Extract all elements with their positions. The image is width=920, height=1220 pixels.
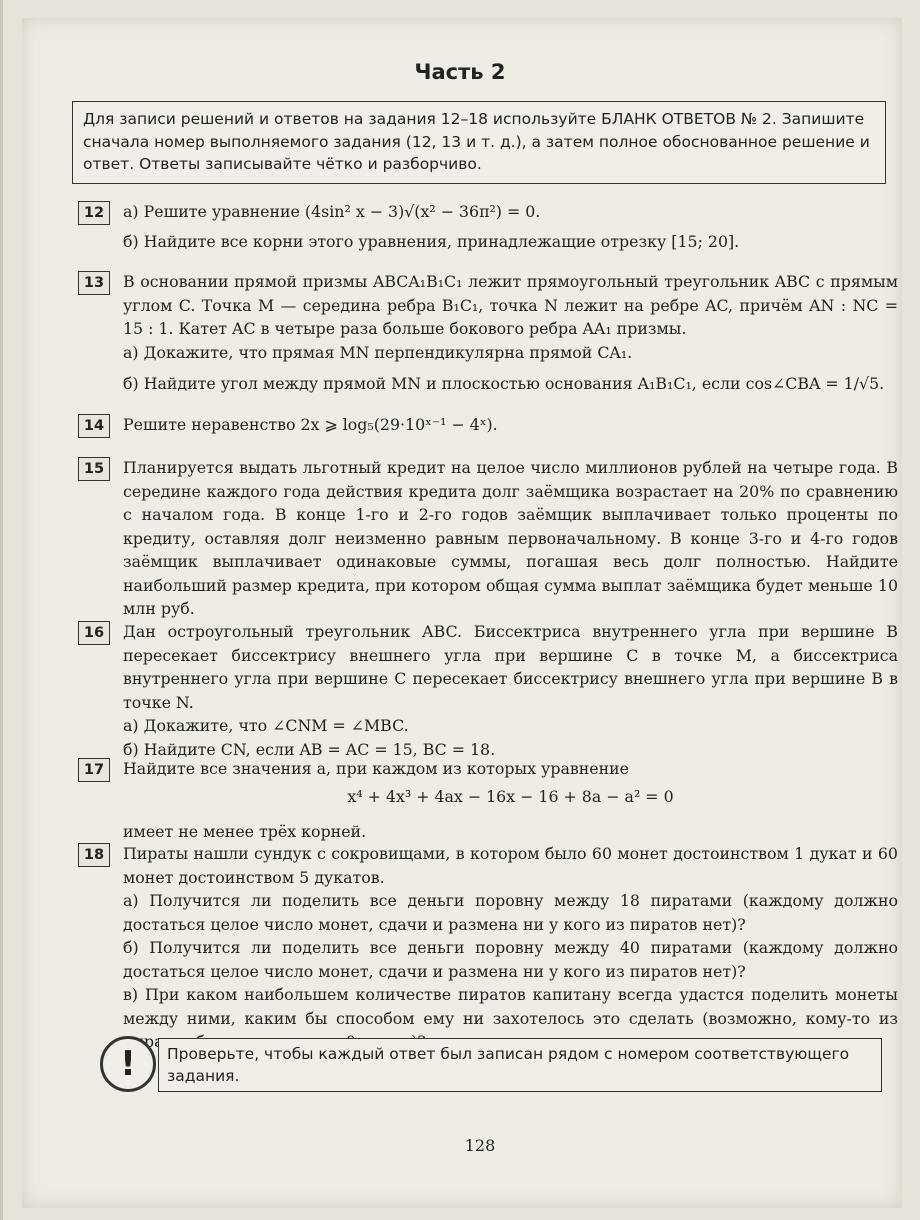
task-16-part-b: б) Найдите CN, если AB = AC = 15, BC = 18. xyxy=(123,739,496,759)
task-12-part-b: б) Найдите все корни этого уравнения, принадлежащие отрезку [15; 20]. xyxy=(123,231,740,251)
task-number: 18 xyxy=(78,843,110,867)
task-17-tail: имеет не менее трёх корней. xyxy=(123,822,367,841)
task-13-part-a: а) Докажите, что прямая MN перпендикулярна прямой CA₁. xyxy=(123,342,633,362)
task-18-part-b: б) Получится ли поделить все деньги поровну между 40 пиратами (каждому должно достаться целое число монет, сдачи и размена ни у кого из пиратов нет)? xyxy=(123,938,898,981)
task-13-text: В основании прямой призмы ABCA₁B₁C₁ лежит прямоугольный треугольник ABC с прямым углом C. Точка M — середина ребра B₁C₁, точка N лежит на ребре AC, причём AN : NC = 15 : 1. Катет AC в четыре раза больше бокового ребра AA₁ призмы. xyxy=(123,272,898,338)
exclamation-icon: ! xyxy=(100,1036,156,1092)
reminder-note xyxy=(100,1036,880,1096)
task-number: 17 xyxy=(78,758,110,782)
task-18-part-a: а) Получится ли поделить все деньги поровну между 18 пиратами (каждому должно достаться целое число монет, сдачи и размена ни у кого из пиратов нет)? xyxy=(123,891,898,934)
instructions-box: Для записи решений и ответов на задания 12–18 используйте БЛАНК ОТВЕТОВ № 2. Запишите сначала номер выполняемого задания (12, 13 и т. д.), а затем полное обоснованное решение и ответ. Ответы записывайте чётко и разборчиво. xyxy=(72,101,886,184)
task-number: 12 xyxy=(78,201,110,225)
page-title: Часть 2 xyxy=(414,60,506,84)
reminder-text: Проверьте, чтобы каждый ответ был записан рядом с номером соответствующего задания. xyxy=(158,1038,882,1092)
task-18-part-c: в) При каком наибольшем количестве пиратов капитану всегда удастся поделить монеты между ними, каким бы способом ему ни захотелось это сделать (возможно, кому-то из пиратов xyxy=(123,985,898,1051)
task-number: 13 xyxy=(78,271,110,295)
task-17-equation: x⁴ + 4x³ + 4ax − 16x − 16 + 8a − a² = 0 xyxy=(347,786,674,806)
task-14-text: Решите неравенство 2x ⩾ log₅(29·10ˣ⁻¹ − 4ˣ). xyxy=(123,415,498,434)
task-12-part-a: а) Решите уравнение (4sin² x − 3)√(x² − 36π²) = 0. xyxy=(123,202,541,221)
page-edge xyxy=(0,0,3,1220)
task-number: 15 xyxy=(78,457,110,481)
page-number: 128 xyxy=(464,1136,496,1155)
task-13-part-b: б) Найдите угол между прямой MN и плоскостью основания A₁B₁C₁, если cos∠CBA = 1/√5. xyxy=(123,374,885,393)
task-number: 14 xyxy=(78,414,110,438)
task-16-text: Дан остроугольный треугольник ABC. Биссектриса внутреннего угла при вершине B пересекает биссектрису внешнего угла при вершине C в точке M, а биссектриса внутреннего угла при вершине C пересекает биссектрису внешнего угла при вершине B в точке N. xyxy=(123,622,898,712)
task-number: 16 xyxy=(78,621,110,645)
task-16-part-a: а) Докажите, что ∠CNM = ∠MBC. xyxy=(123,716,409,735)
task-17-text: Найдите все значения a, при каждом из которых уравнение xyxy=(123,759,630,778)
task-18-text: Пираты нашли сундук с сокровищами, в котором было 60 монет достоинством 1 дукат и 60 монет достоинством 5 дукатов. xyxy=(123,844,898,887)
task-15-text: Планируется выдать льготный кредит на целое число миллионов рублей на четыре года. В середине каждого года действия кредита долг заёмщика возрастает на 20% по сравнению с началом года. В конце 1-го и 2-го годов заёмщик выплачивает только проценты по кредиту, оставляя долг неизменно равным первоначальному. В конце 3-го и 4-го годов заёмщик выплачивает одинаковые суммы, погашая весь долг полностью. Найдите наибольший размер кредита, при котором общая сумма выплат заёмщика будет меньше 10 млн руб. xyxy=(123,458,898,618)
